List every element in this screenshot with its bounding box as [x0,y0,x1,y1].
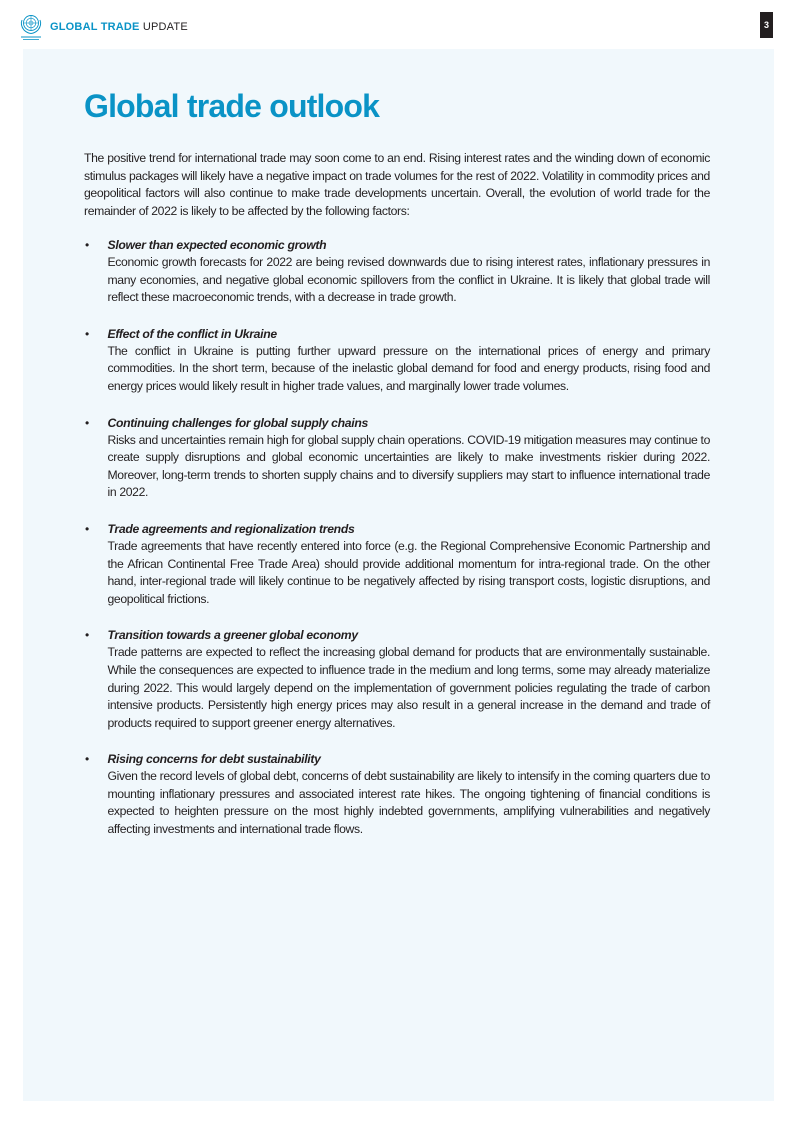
factor-heading: Transition towards a greener global economy [107,628,358,643]
factor-heading: Rising concerns for debt sustainability [107,752,321,767]
bullet-dot: • [85,326,90,341]
list-item [84,520,710,608]
bullet-dot: • [85,752,90,767]
bullet-dot: • [85,415,90,430]
list-item [84,414,710,502]
factor-text: The conflict in Ukraine is putting further upward pressure on the international prices of energy and primary commodities. In the short term, because of the inelastic global demand for food and energy products, rising food and energy prices would likely result in higher trade values, and marginally lower trade volumes. [107,343,710,393]
list-item [84,236,710,307]
factor-text: Given the record levels of global debt, concerns of debt sustainability are likely to intensify in the coming quarters due to mounting inflationary pressures and associated interest rate hikes. The ongoing tightening of financial conditions is expected to heighten pressure on the most highly indebted governments, amplifying vulnerabilities and negatively affecting investments and international trade flows. [107,769,710,837]
list-item [84,626,710,732]
factor-list [84,236,710,857]
bullet-dot: • [85,521,90,536]
page-title: Global trade outlook [84,88,380,124]
factor-heading: Continuing challenges for global supply chains [107,415,368,430]
page-number: 3 [760,12,773,38]
factor-text: Economic growth forecasts for 2022 are being revised downwards due to rising interest rates, inflationary pressures in many economies, and negative global economic spillovers from the conflict in Ukraine. It is likely that global trade will reflect these macroeconomic trends, with a decrease in trade growth. [107,255,710,305]
factor-heading: Effect of the conflict in Ukraine [107,326,277,341]
list-item [84,750,710,838]
un-emblem-icon [19,12,43,42]
factor-heading: Trade agreements and regionalization trends [107,521,355,536]
factor-text: Trade agreements that have recently entered into force (e.g. the Regional Comprehensive Economic Partnership and the African Continental Free Trade Area) should provide additional momentum for intra-regional trade. On the other hand, inter-regional trade will likely continue to be negatively affected by rising transport costs, logistic disruptions, and geopolitical frictions. [107,538,710,606]
list-item [84,325,710,396]
bullet-dot: • [85,628,90,643]
factor-heading: Slower than expected economic growth [107,238,327,252]
bullet-dot: • [85,238,90,252]
factor-text: Trade patterns are expected to reflect the increasing global demand for products that are environmentally sustainable. While the consequences are expected to influence trade in the medium and long terms, some may already materialize during 2022. This would largely depend on the implementation of government policies regulating the trade of carbon intensive products. Persistently high energy prices may also result in a general increase in the demand and trade of products required to support greener energy alternatives. [107,645,710,730]
intro-paragraph: The positive trend for international trade may soon come to an end. Rising interest rates and the winding down of economic stimulus packages will likely have a negative impact on trade volumes for the rest of 2022. Volatility in commodity prices and geopolitical factors will also continue to make trade developments uncertain. Overall, the evolution of world trade for the remainder of 2022 is likely to be affected by the following factors: [84,151,710,218]
header-title-bold: GLOBAL TRADE [50,21,140,33]
header-title-light: UPDATE [139,21,188,33]
header-title [50,21,188,33]
page-header [0,0,793,46]
factor-text: Risks and uncertainties remain high for global supply chain operations. COVID-19 mitigation measures may continue to create supply disruptions and global economic uncertainties are likely to make investments riskier during 2022. Moreover, long-term trends to shorten supply chains and to diversify suppliers may start to influence international trade in 2022. [107,432,710,500]
